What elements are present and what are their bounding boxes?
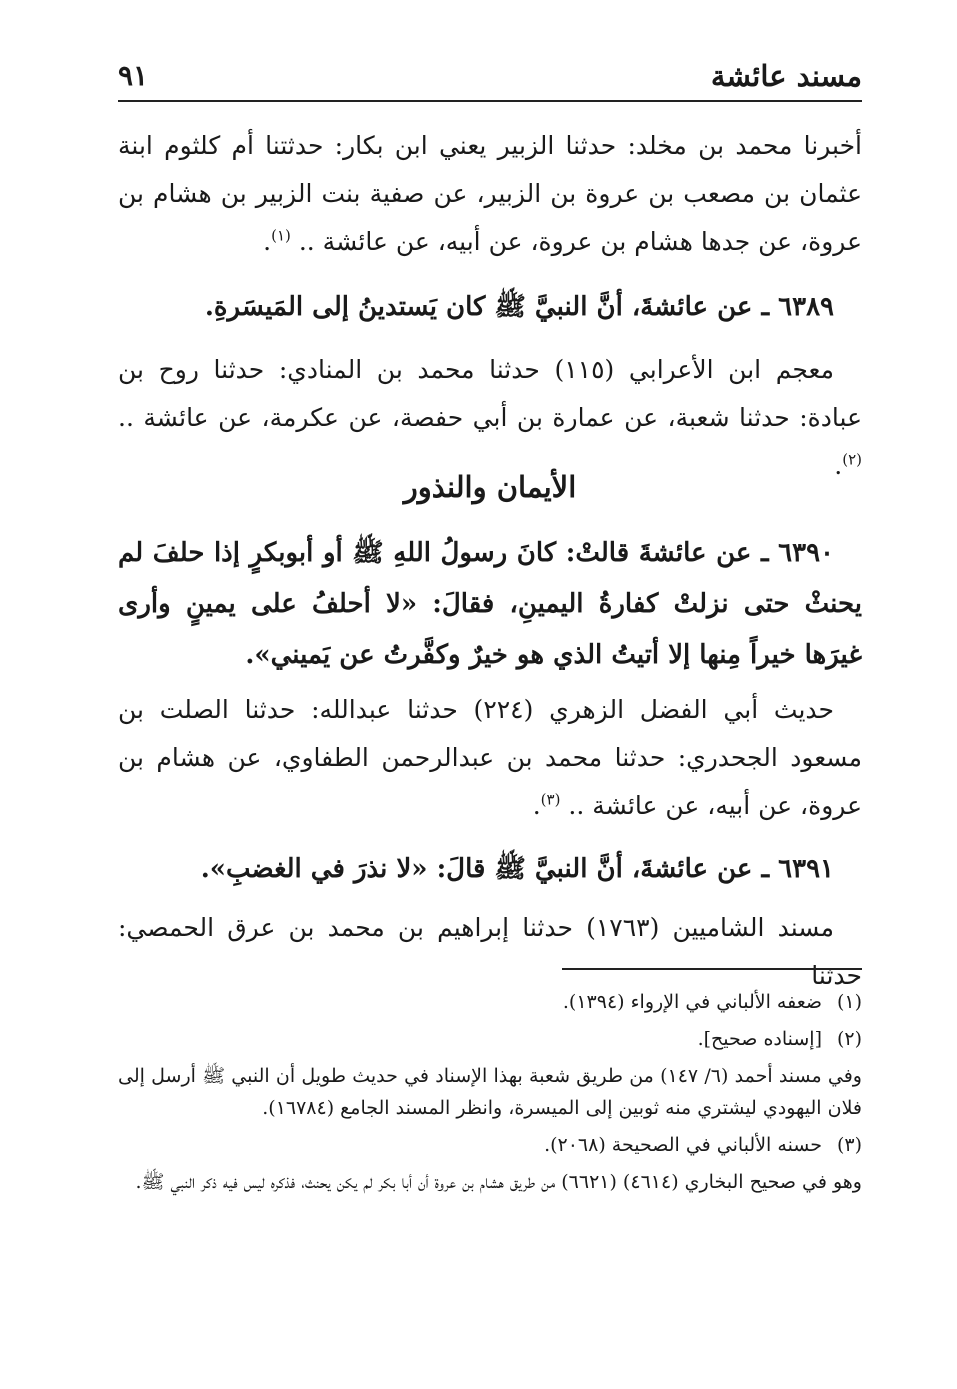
continuation-end: . — [263, 227, 272, 256]
footnote-ref-1: (١) — [271, 226, 291, 245]
footnote-text: ضعفه الألباني في الإرواء (١٣٩٤). — [562, 991, 822, 1013]
footnote-ref-2: (٢) — [842, 450, 862, 469]
footnote-number: (٢) — [836, 1028, 862, 1050]
source-end: . — [834, 451, 843, 480]
footnote-rule — [562, 968, 862, 970]
footnote-2-continuation: وفي مسند أحمد (٦/ ١٤٧) من طريق شعبة بهذا الإسناد في حديث طويل أن النبي ﷺ أرسل إلى فلان اليهودي ليشتري منه ثوبين إلى الميسرة، وانظر المسند الجامع (١٦٧٨٤). — [118, 1065, 862, 1119]
footnote-text: [إسناده صحيح]. — [697, 1028, 822, 1050]
footnotes — [118, 986, 862, 1203]
source-text: حديث أبي الفضل الزهري (٢٢٤) حدثنا عبدالله: حدثنا الصلت بن مسعود الجحدري: حدثنا محمد بن عبدالرحمن الطفاوي، عن هشام بن عروة، عن أبيه، عن عائشة .. — [118, 695, 862, 820]
footnote-text: حسنه الألباني في الصحيحة (٢٠٦٨). — [544, 1134, 822, 1156]
footnote-ref-3: (٣) — [540, 790, 561, 809]
source-end: . — [532, 791, 541, 820]
source-text: معجم ابن الأعرابي (١١٥) حدثنا محمد بن المنادي: حدثنا روح بن عبادة: حدثنا شعبة، عن عمارة بن أبي حفصة، عن عكرمة، عن عائشة .. — [118, 355, 862, 432]
header-rule — [118, 100, 862, 102]
section-heading: الأيمان والنذور — [403, 470, 577, 504]
hadith-6391-source: مسند الشاميين (١٧٦٣) حدثنا إبراهيم بن محمد بن عرق الحمصي: حدثنا — [118, 913, 862, 990]
footnote-number: (١) — [836, 991, 862, 1013]
footnote-1 — [118, 986, 862, 1018]
continuation-text: أخبرنا محمد بن مخلد: حدثنا الزبير يعني ابن بكار: حدثتنا أم كلثوم ابنة عثمان بن مصعب بن عروة بن الزبير، عن صفية بنت الزبير بن هشام بن عروة، عن جدها هشام بن عروة، عن أبيه، عن عائشة .. — [118, 131, 862, 256]
footnote-2 — [118, 1023, 862, 1055]
footnote-3-continuation: وهو في صحيح البخاري (٤٦١٤) (٦٦٢١) من طريق هشام بن عروة أن أبا بكر لم يكن يحنث، فذكره ليس فيه ذكر النبي ﷺ. — [135, 1171, 862, 1193]
continuation-paragraph — [118, 122, 862, 266]
page-number: ٩١ — [118, 59, 149, 92]
running-header — [118, 52, 862, 102]
hadith-6390-source — [118, 686, 862, 830]
footnote-3 — [118, 1129, 862, 1161]
hadith-6390: ٦٣٩٠ ـ عن عائشةَ قالتْ: كانَ رسولُ اللهِ ﷺ أو أبوبكرٍ إذا حلفَ لم يحنثْ حتى نزلتْ كفارةُ اليمينِ، فقالَ: «لا أحلفُ على يمينٍ وأرى غيرَها خيراً مِنها إلا أتيتُ الذي هو خيرٌ وكفَّرتُ عن يَميني». — [118, 538, 862, 670]
hadith-6391: ٦٣٩١ ـ عن عائشةَ، أنَّ النبيَّ ﷺ قالَ: «لا نذرَ في الغضبِ». — [200, 854, 834, 884]
running-title: مسند عائشة — [710, 59, 862, 93]
footnote-number: (٣) — [836, 1134, 862, 1156]
hadith-6389: ٦٣٨٩ ـ عن عائشةَ، أنَّ النبيَّ ﷺ كان يَستدينُ إلى المَيسَرةِ. — [204, 292, 834, 322]
